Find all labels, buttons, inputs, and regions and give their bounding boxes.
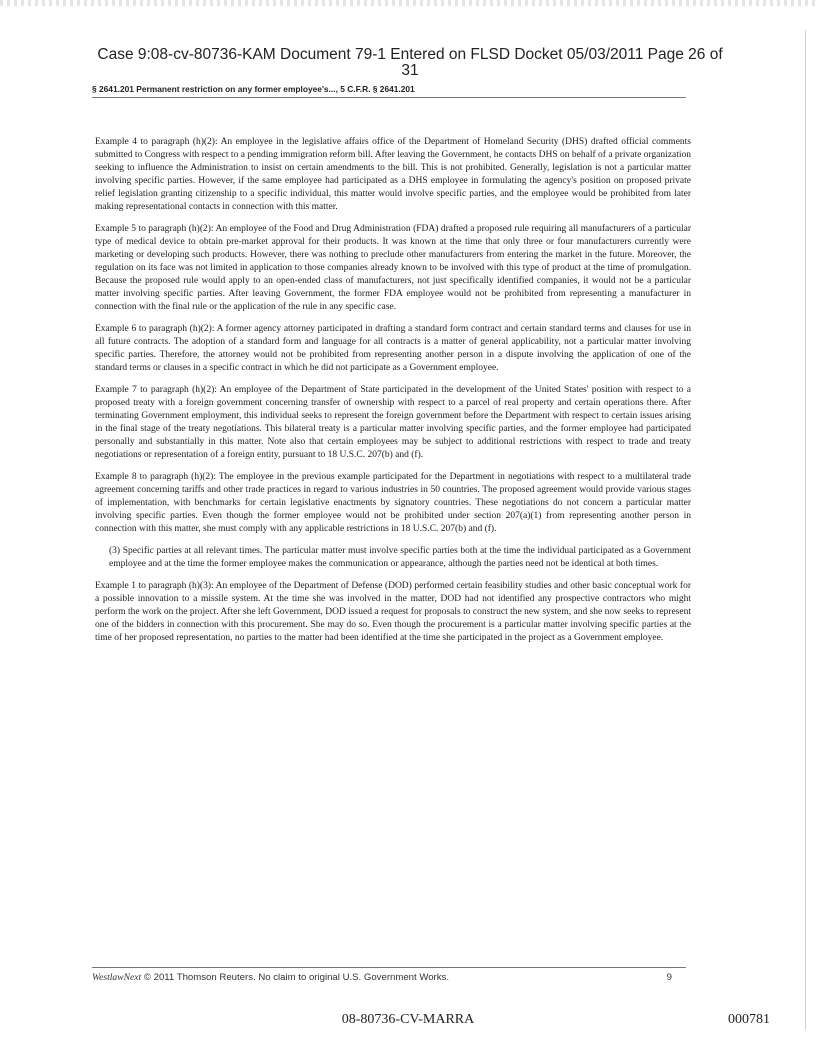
document-body [95,136,691,654]
paragraph-specific-parties: (3) Specific parties at all relevant times. The particular matter must involve specific parties both at the time the individual participated as a Government employee and at the time the former employee makes the communication or appearance, although the parties need not be identical at both times. [109,546,691,569]
statute-citation: § 2641.201 Permanent restriction on any former employee's..., 5 C.F.R. § 2641.201 [92,84,415,94]
paragraph-example-1-h3: Example 1 to paragraph (h)(3): An employee of the Department of Defense (DOD) performed certain feasibility studies and other basic conceptual work for a possible innovation to a missile system. At the time she was involved in the matter, DOD had not identified any prospective contractors who might perform the work on the project. After she left Government, DOD issued a request for proposals to construct the new system, and she now seeks to represent one of the bidders in connection with this procurement. She may do so. Even though the procurement is a particular matter involving specific parties at the time of her proposed representation, no parties to the matter had been identified at the time she participated in the project as a Government employee. [95,581,691,643]
header-divider [92,97,686,98]
scan-edge [0,0,816,6]
paragraph-example-8: Example 8 to paragraph (h)(2): The employee in the previous example participated for the Department in negotiations with respect to a multilateral trade agreement concerning tariffs and other trade practices in regard to various industries in 50 countries. The proposed agreement would provide various stages of implementation, with benchmarks for certain legislative enactments by signatory countries. These negotiations do not concern a particular matter involving specific parties. Even though the former employee would not be prohibited under section 207(a)(1) from representing another person in connection with this matter, she must comply with any applicable restrictions in 18 U.S.C. 207(b) and (f). [95,472,691,534]
paragraph-example-6: Example 6 to paragraph (h)(2): A former agency attorney participated in drafting a standard form contract and certain standard terms and clauses for use in all future contracts. The adoption of a standard form and language for all contracts is a matter of general applicability, not a particular matter involving specific parties. Therefore, the attorney would not be prohibited from representing another person in a dispute involving the application of one of the standard terms or clauses in a specific contract in which he did not participate as a Government employee. [95,324,691,373]
paragraph-example-5: Example 5 to paragraph (h)(2): An employee of the Food and Drug Administration (FDA) drafted a proposed rule requiring all manufacturers of a particular type of medical device to obtain pre-market approval for their products. It was known at the time that only three or four manufacturers currently were marketing or developing such products. However, there was nothing to preclude other manufacturers from entering the market in the future. Moreover, the regulation on its face was not limited in application to those companies already known to be involved with this type of product at the time of promulgation. Because the proposed rule would apply to an open-ended class of manufacturers, not just specifically identified companies, it would not be a particular matter involving specific parties. After leaving Government, the former FDA employee would not be prohibited from representing a manufacturer in connection with the final rule or the application of the rule in any specific case. [95,224,691,312]
page-edge-line [805,30,806,1030]
header-line-2: 31 [401,62,419,79]
header-line-1: Case 9:08-cv-80736-KAM Document 79-1 Entered on FLSD Docket 05/03/2011 Page 26 of [97,46,723,63]
footer-divider [92,967,686,968]
westlaw-logo: WestlawNext [92,972,142,983]
paragraph-example-4: Example 4 to paragraph (h)(2): An employee in the legislative affairs office of the Department of Homeland Security (DHS) drafted official comments submitted to Congress with respect to a pending immigration reform bill. After leaving the Government, he contacts DHS on behalf of a private organization seeking to influence the Administration to insist on certain amendments to the bill. This is not prohibited. Generally, legislation is not a particular matter involving specific parties. However, if the same employee had participated as a DHS employee in formulating the agency's position on proposed private relief legislation granting citizenship to a specific individual, this matter would involve specific parties, and the employee would be prohibited from later making representational contacts in connection with this matter. [95,137,691,212]
paragraph-example-7: Example 7 to paragraph (h)(2): An employee of the Department of State participated in the development of the United States' position with respect to a proposed treaty with a foreign government concerning transfer of ownership with respect to a parcel of real property and certain operations there. After terminating Government employment, this individual seeks to represent the foreign government before the Department with respect to certain issues arising in the final stage of the treaty negotiations. This bilateral treaty is a particular matter involving specific parties, and the former employee had participated personally and substantially in this matter. Note also that certain employees may be subject to additional restrictions with respect to trade and treaty negotiations or representation of a foreign entity, pursuant to 18 U.S.C. 207(b) and (f). [95,385,691,460]
footer [92,972,686,983]
bates-case-reference: 08-80736-CV-MARRA [341,1012,475,1027]
court-filing-header [60,47,760,79]
copyright-notice: © 2011 Thomson Reuters. No claim to original U.S. Government Works. [141,972,450,983]
page-number: 9 [666,972,672,983]
bates-number: 000781 [728,1012,770,1027]
